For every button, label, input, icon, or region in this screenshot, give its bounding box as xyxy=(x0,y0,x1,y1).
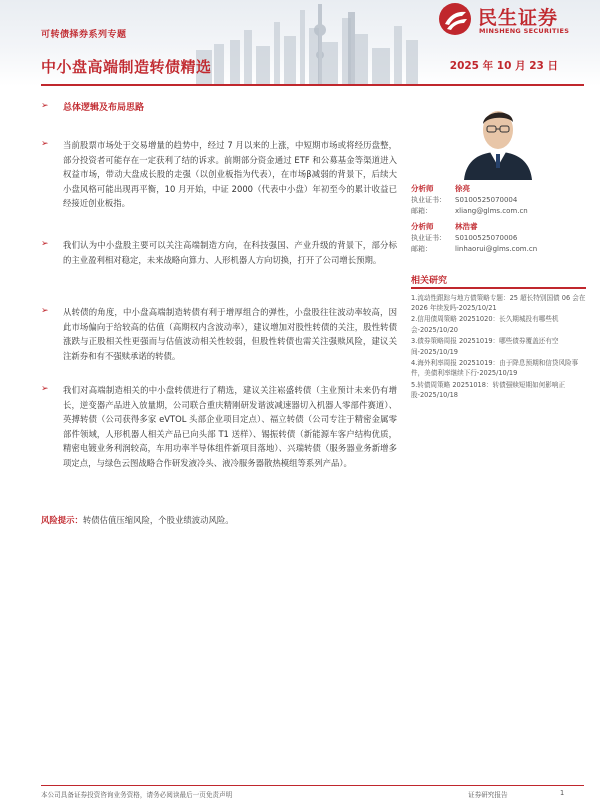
analyst-name: 林浩睿 xyxy=(455,222,478,231)
analyst-email[interactable]: xliang@glms.com.cn xyxy=(455,207,528,215)
related-item[interactable]: 1.流动性跟踪与地方债策略专题：25 超长特别国债 06 会在 2026 年续发吗-2025/10/21 xyxy=(411,293,586,312)
paragraph-1 xyxy=(41,138,397,211)
related-list xyxy=(411,293,586,401)
arrow-bullet-icon: ➢ xyxy=(41,384,49,394)
logo-text-cn: 民生证券 xyxy=(478,7,559,29)
paragraph-text: 从转债的角度，中小盘高端制造转债有利于增厚组合的弹性，小盘股往往波动率较高，因此市场偏向于给较高的估值（高期权内含波动率），建议增加对股性转债的关注，股性转债涨跌与正股相关性更强而与估值波动相关性较弱，但股性转债也需关注强赎风险，建议关注新券和有不强赎承诺的转债。 xyxy=(63,307,397,361)
cert-number: S0100525070004 xyxy=(455,195,518,204)
arrow-bullet-icon: ➢ xyxy=(41,306,49,316)
risk-text: 转债估值压缩风险，个股业绩波动风险。 xyxy=(82,515,234,525)
paragraph-text: 我们认为中小盘股主要可以关注高端制造方向，在科技强国、产业升级的背景下，部分标的主业盈利相对稳定，未来战略向算力、人形机器人方向切换，打开了公司增长预期。 xyxy=(63,240,397,265)
minsheng-logo xyxy=(438,2,588,38)
related-item[interactable]: 5.转债周策略 20251018：转债强赎短期如何影响正股-2025/10/18 xyxy=(411,380,566,400)
related-research-title: 相关研究 xyxy=(411,276,448,286)
page-number: 1 xyxy=(560,789,565,797)
analyst-name: 徐亮 xyxy=(455,184,470,193)
report-date: 2025 年 10 月 23 日 xyxy=(449,60,558,72)
related-item[interactable]: 4.海外利率周报 20251019：由于降息预期和信贷风险事件，美债利率继续下行-2025/10/19 xyxy=(411,358,579,378)
report-title: 中小盘高端制造转债精选 xyxy=(41,58,212,76)
email-label: 邮箱： xyxy=(411,207,432,215)
arrow-bullet-icon: ➢ xyxy=(41,139,49,149)
report-series: 可转债择券系列专题 xyxy=(41,30,127,40)
arrow-bullet-icon: ➢ xyxy=(41,101,49,111)
related-divider xyxy=(411,287,586,289)
analyst-role: 分析师 xyxy=(411,184,434,193)
analyst-photo xyxy=(411,100,586,180)
paragraph-4 xyxy=(41,383,397,471)
header-divider xyxy=(41,84,584,86)
logo-text-en: MINSHENG SECURITIES xyxy=(479,27,570,35)
section-heading-row xyxy=(41,100,397,114)
paragraph-2 xyxy=(41,238,397,267)
section-title: 总体逻辑及布局思路 xyxy=(63,103,145,113)
cert-number: S0100525070006 xyxy=(455,233,518,242)
arrow-bullet-icon: ➢ xyxy=(41,239,49,249)
analyst-email[interactable]: linhaorui@glms.com.cn xyxy=(455,245,538,253)
related-item[interactable]: 3.债券策略周报 20251019：哪些债券覆盖还有空间-2025/10/19 xyxy=(411,337,559,356)
related-item[interactable]: 2.信用债周策略 20251020：长久期城投有哪些机会-2025/10/20 xyxy=(411,315,559,334)
paragraph-3 xyxy=(41,305,397,363)
paragraph-text: 当前股票市场处于交易增量的趋势中，经过 7 月以来的上涨，中短期市场或将经历盘整，部分投资者可能存在一定获利了结的诉求。前期部分资金通过 ETF 和公募基金等渠道进入权益市场，带动大盘成长股的走强（以创业板指为代表），在市场β减弱的背景下，后续大小盘风格可能出现再平衡，10 月开始，中证 2000（代表中小盘）年初至今的累计收益已经接近创业板指。 xyxy=(63,140,397,209)
risk-warning xyxy=(41,513,234,527)
minsheng-logo-icon xyxy=(438,2,472,36)
main-content xyxy=(41,100,397,525)
cert-label: 执业证书： xyxy=(411,233,446,242)
footer-disclaimer: 本公司具备证券投资咨询业务资格，请务必阅读最后一页免责声明 xyxy=(41,791,233,799)
footer-doc-type: 证券研究报告 xyxy=(468,791,508,799)
risk-label: 风险提示： xyxy=(41,515,83,525)
email-label: 邮箱： xyxy=(411,245,432,253)
related-research xyxy=(411,273,586,402)
footer-divider xyxy=(41,785,584,786)
analyst-card-2 xyxy=(411,221,586,256)
analyst-card-1 xyxy=(411,183,586,218)
cert-label: 执业证书： xyxy=(411,195,446,204)
paragraph-text: 我们对高端制造相关的中小盘转债进行了精选，建议关注崧盛转债（主业预计未来仍有增长，逆变器产品进入放量期，公司联合重庆精刚研发谐波减速器切入机器人零部件赛道）、英搏转债（公司获得多家 eVTOL 头部企业项目定点）、福立转债（公司专注于精密金属零部件领域，人形机器人相关产品已向头部 T1 送样）、锡振转债（新能源车客户结构优质，精密电镀业务利润较高，车用功率半导体组件新项目落地）、兴瑞转债（服务器业务新增多项定点，与绿色云图战略合作研发液冷头、液冷服务器散热模组等系列产品）。 xyxy=(63,385,397,468)
header-banner xyxy=(0,0,600,86)
analyst-role: 分析师 xyxy=(411,222,434,231)
